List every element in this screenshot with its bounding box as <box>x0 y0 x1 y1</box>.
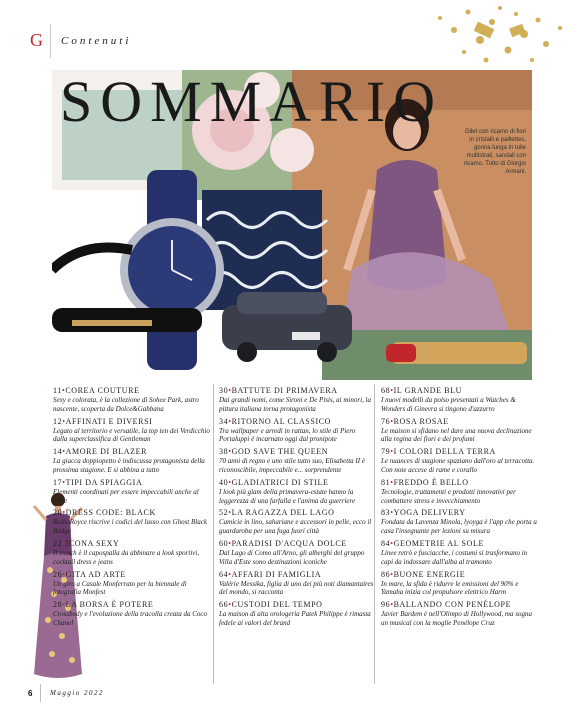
toc-title: FREDDO È BELLO <box>393 477 469 487</box>
toc-page-number: 83 <box>381 508 391 518</box>
page-number: 6 <box>28 689 33 698</box>
toc-description: La giacca doppiopetto è indiscussa protagonista della prossima stagione. E si abbina a tutto <box>53 457 205 474</box>
toc-entry[interactable] <box>219 478 377 506</box>
photo-caption: Gilet con ricamo di fiori in cristalli e paillettes, gonna lunga in tulle multistrati, sandali con ricamo. Tutto di Giorgio Armani. <box>463 129 526 175</box>
toc-entry-heading <box>53 478 211 488</box>
toc-entry[interactable] <box>219 447 377 475</box>
bullet-icon: • <box>62 538 66 548</box>
toc-entry-heading <box>381 600 539 610</box>
toc-description: La maison di alta orologeria Patek Philippe è rimasta fedele ai valori del brand <box>219 610 371 627</box>
toc-page-number: 40 <box>219 477 229 487</box>
toc-entry-heading <box>53 417 211 427</box>
toc-title: DRESS CODE: BLACK <box>65 508 156 518</box>
bullet-icon: • <box>62 569 66 579</box>
toc-description: Fondata da Lavenza Minola, lyoyga è l'app che porta a casa l'insegnante per lezioni su misura <box>381 518 537 536</box>
toc-page-number: 60 <box>219 538 229 548</box>
toc-page-number: 17 <box>53 477 63 487</box>
toc-title: BATTUTE DI PRIMAVERA <box>231 386 338 395</box>
toc-page-number: 11 <box>53 386 62 395</box>
bullet-icon: • <box>390 447 394 457</box>
bullet-icon: • <box>228 508 232 518</box>
toc-entry-heading <box>53 570 211 580</box>
toc-entry-heading <box>381 539 539 549</box>
bullet-icon: • <box>62 416 66 426</box>
page-title: SOMMARIO <box>60 69 444 134</box>
toc-description: Dai grandi nomi, come Sironi e De Pisis, ai minori, la pittura italiana torna protagonista <box>219 396 371 413</box>
toc-entry[interactable] <box>381 508 539 536</box>
toc-title: COREA COUTURE <box>65 386 140 395</box>
column-divider <box>213 384 214 684</box>
bullet-icon: • <box>62 447 66 457</box>
toc-description: Le maison si sfidano nel dare una nuova declinazione alla regina dei fiori e dei profumi <box>381 426 532 444</box>
toc-title: GOD SAVE THE QUEEN <box>231 447 329 457</box>
toc-title: LA RAGAZZA DEL LAGO <box>231 508 335 518</box>
toc-entry[interactable] <box>381 570 539 598</box>
toc-title: BALLANDO CON PENÉLOPE <box>393 600 512 610</box>
toc-entry[interactable] <box>219 600 377 628</box>
toc-page-number: 34 <box>219 416 229 426</box>
toc-entry-heading <box>53 600 211 610</box>
toc-entry[interactable] <box>53 508 211 536</box>
toc-page-number: 84 <box>381 538 391 548</box>
toc-description: Le nuances di stagione spaziano dall'oro al terracotta. Con note accese di rame e corallo <box>381 457 535 474</box>
toc-title: TIPI DA SPIAGGIA <box>65 477 143 487</box>
toc-entry[interactable] <box>53 417 211 445</box>
toc-title: LA BORSA È POTERE <box>65 600 154 610</box>
toc-title: GITA AD ARTE <box>65 569 126 579</box>
toc-page-number: 12 <box>53 416 63 426</box>
toc-entry-heading <box>381 417 539 427</box>
toc-title: BUONE ENERGIE <box>393 569 466 579</box>
gold-leaf-decoration <box>420 0 580 70</box>
bullet-icon: • <box>390 600 394 610</box>
toc-page-number: 66 <box>219 600 229 610</box>
toc-entry[interactable] <box>381 447 539 475</box>
toc-description: Linee retrò e fusciacche, i costumi si trasformano in capi da indossare dall'alba al tramonto <box>381 548 528 566</box>
toc-description: 70 anni di regno e uno stile tutto suo, Elisabetta II è riconoscibile, impeccabile e... sorprendente <box>219 457 365 474</box>
toc-entry-heading <box>219 417 377 427</box>
toc-entry[interactable] <box>53 447 211 475</box>
toc-entry[interactable] <box>381 417 539 445</box>
toc-description: Rolls-Royce riscrive i codici del lusso con Ghost Black Badge <box>53 518 207 536</box>
toc-entry-heading <box>219 508 377 518</box>
toc-entry[interactable] <box>219 508 377 536</box>
toc-page-number: 86 <box>381 569 391 579</box>
toc-description: Dal Lago di Como all'Arno, gli alberghi del gruppo Villa d'Este sono destinazioni iconiche <box>219 548 365 566</box>
bullet-icon: • <box>228 538 232 548</box>
toc-entry[interactable] <box>53 600 211 628</box>
toc-entry-heading <box>381 478 539 488</box>
toc-title: PARADISI D'ACQUA DOLCE <box>231 538 347 548</box>
bullet-icon: • <box>228 477 232 487</box>
toc-column-2 <box>219 386 377 631</box>
toc-entry[interactable] <box>381 386 539 414</box>
toc-entry-heading <box>381 570 539 580</box>
toc-entry-heading <box>219 386 377 396</box>
toc-description: Sexy e colorata, è la collezione di Sohee Park, astro nascente, scoperta da Dolce&Gabbana <box>53 396 199 413</box>
toc-title: ROSA ROSAE <box>393 416 449 426</box>
toc-entry-heading <box>219 570 377 580</box>
toc-entry[interactable] <box>381 478 539 506</box>
toc-description: Camicie in lino, sahariane e accessori in pelle, ecco il guardaroba per una fuga fuori città <box>219 518 372 536</box>
toc-entry-heading <box>219 600 377 610</box>
footer-divider <box>40 684 41 702</box>
toc-description: Crossbody e l'evoluzione della tracolla creata da Coco Chanel <box>53 610 207 627</box>
toc-title: YOGA DELIVERY <box>393 508 466 518</box>
toc-entry[interactable] <box>381 600 539 628</box>
toc-entry[interactable] <box>219 417 377 445</box>
bullet-icon: • <box>61 386 66 395</box>
toc-page-number: 79 <box>381 447 391 457</box>
toc-title: AFFINATI E DIVERSI <box>65 416 153 426</box>
bullet-icon: • <box>228 569 232 579</box>
toc-entry[interactable] <box>53 478 211 506</box>
bullet-icon: • <box>390 416 394 426</box>
bullet-icon: • <box>228 600 232 610</box>
toc-entry[interactable] <box>53 386 211 414</box>
toc-title: CUSTODI DEL TEMPO <box>231 600 323 610</box>
toc-entry-heading <box>53 508 211 518</box>
section-letter: G <box>30 30 43 50</box>
toc-title: I COLORI DELLA TERRA <box>393 447 496 457</box>
toc-column-3 <box>381 386 539 631</box>
toc-entry[interactable] <box>53 539 211 567</box>
toc-description: I nuovi modelli da polso presentati a Watches & Wonders di Ginevra si tingono d'azzurro <box>381 396 516 413</box>
toc-title: GLADIATRICI DI STILE <box>231 477 329 487</box>
bullet-icon: • <box>62 600 66 610</box>
toc-description: Il trench è il capospalla da abbinare a look sportivi, cocktail dress e jeans <box>53 548 200 566</box>
section-label: Contenuti <box>61 35 132 47</box>
toc-title: AFFARI DI FAMIGLIA <box>231 569 322 579</box>
toc-title: GEOMETRIE AL SOLE <box>393 538 484 548</box>
bullet-icon: • <box>228 447 232 457</box>
toc-title: RITORNO AL CLASSICO <box>231 416 332 426</box>
toc-page-number: 20 <box>53 508 63 518</box>
toc-entry[interactable] <box>219 539 377 567</box>
toc-entry[interactable] <box>381 539 539 567</box>
toc-description: I look più glam della primavera-estate hanno la leggerezza di una farfalla e l'anima da guerriere <box>219 487 356 505</box>
toc-page-number: 26 <box>53 569 63 579</box>
issue-date: Maggio 2022 <box>50 689 105 697</box>
toc-page-number: 64 <box>219 569 229 579</box>
toc-description: Tecnologie, trattamenti e prodotti innovativi per combattere stress e invecchiamento <box>381 487 516 505</box>
toc-entry-heading <box>381 508 539 518</box>
toc-description: Un giro a Casale Monferrato per la biennale di fotografia Monfest <box>53 579 187 597</box>
toc-title: AMORE DI BLAZER <box>65 447 148 457</box>
toc-description: Legato al territorio e versatile, la top ten dei Verdicchio dalla superclassifica di Gentleman <box>53 426 210 444</box>
header-divider <box>50 24 51 58</box>
toc-page-number: 22 <box>53 538 63 548</box>
toc-page-number: 76 <box>381 416 391 426</box>
toc-page-number: 30 <box>219 386 229 395</box>
toc-description: In mare, la sfida è ridurre le emissioni del 90% e Yamaha inizia col propulsore elettrico Harm <box>381 579 519 597</box>
toc-entry-heading <box>381 447 539 457</box>
bullet-icon: • <box>390 538 394 548</box>
toc-description: Valérie Messika, figlia di uno dei più noti diamantaires del mondo, si racconta <box>219 579 374 597</box>
toc-entry[interactable] <box>219 386 377 414</box>
toc-title: IL GRANDE BLU <box>393 386 462 395</box>
toc-description: Javier Bardem è nell'Olimpo di Hollywood, ma sogna un musical con la moglie Penélope Cruz <box>381 610 532 627</box>
toc-entry-heading <box>219 447 377 457</box>
toc-entry-heading <box>53 447 211 457</box>
toc-description: Tra wallpaper e arredi in rattan, lo stile di Piero Portaluppi è incarnato oggi dal pronipote <box>219 426 356 444</box>
toc-entry-heading <box>53 539 211 549</box>
toc-entry-heading <box>53 386 211 396</box>
bullet-icon: • <box>390 386 394 395</box>
toc-title: ICONA SEXY <box>65 538 120 548</box>
toc-page-number: 68 <box>381 386 391 395</box>
toc-page-number: 96 <box>381 600 391 610</box>
toc-column-1 <box>53 386 211 631</box>
toc-entry[interactable] <box>53 570 211 598</box>
bullet-icon: • <box>390 477 394 487</box>
bullet-icon: • <box>228 386 232 395</box>
toc-entry-heading <box>219 478 377 488</box>
toc-page-number: 52 <box>219 508 229 518</box>
toc-page-number: 14 <box>53 447 63 457</box>
bullet-icon: • <box>228 416 232 426</box>
bullet-icon: • <box>390 569 394 579</box>
toc-page-number: 38 <box>219 447 229 457</box>
toc-entry[interactable] <box>219 570 377 598</box>
toc-description: Elementi coordinati per essere impeccabili anche al mare <box>53 487 199 505</box>
bullet-icon: • <box>62 477 66 487</box>
bullet-icon: • <box>62 508 66 518</box>
toc-entry-heading <box>219 539 377 549</box>
bullet-icon: • <box>390 508 394 518</box>
toc-entry-heading <box>381 386 539 396</box>
toc-page-number: 28 <box>53 600 63 610</box>
toc-page-number: 81 <box>381 477 391 487</box>
